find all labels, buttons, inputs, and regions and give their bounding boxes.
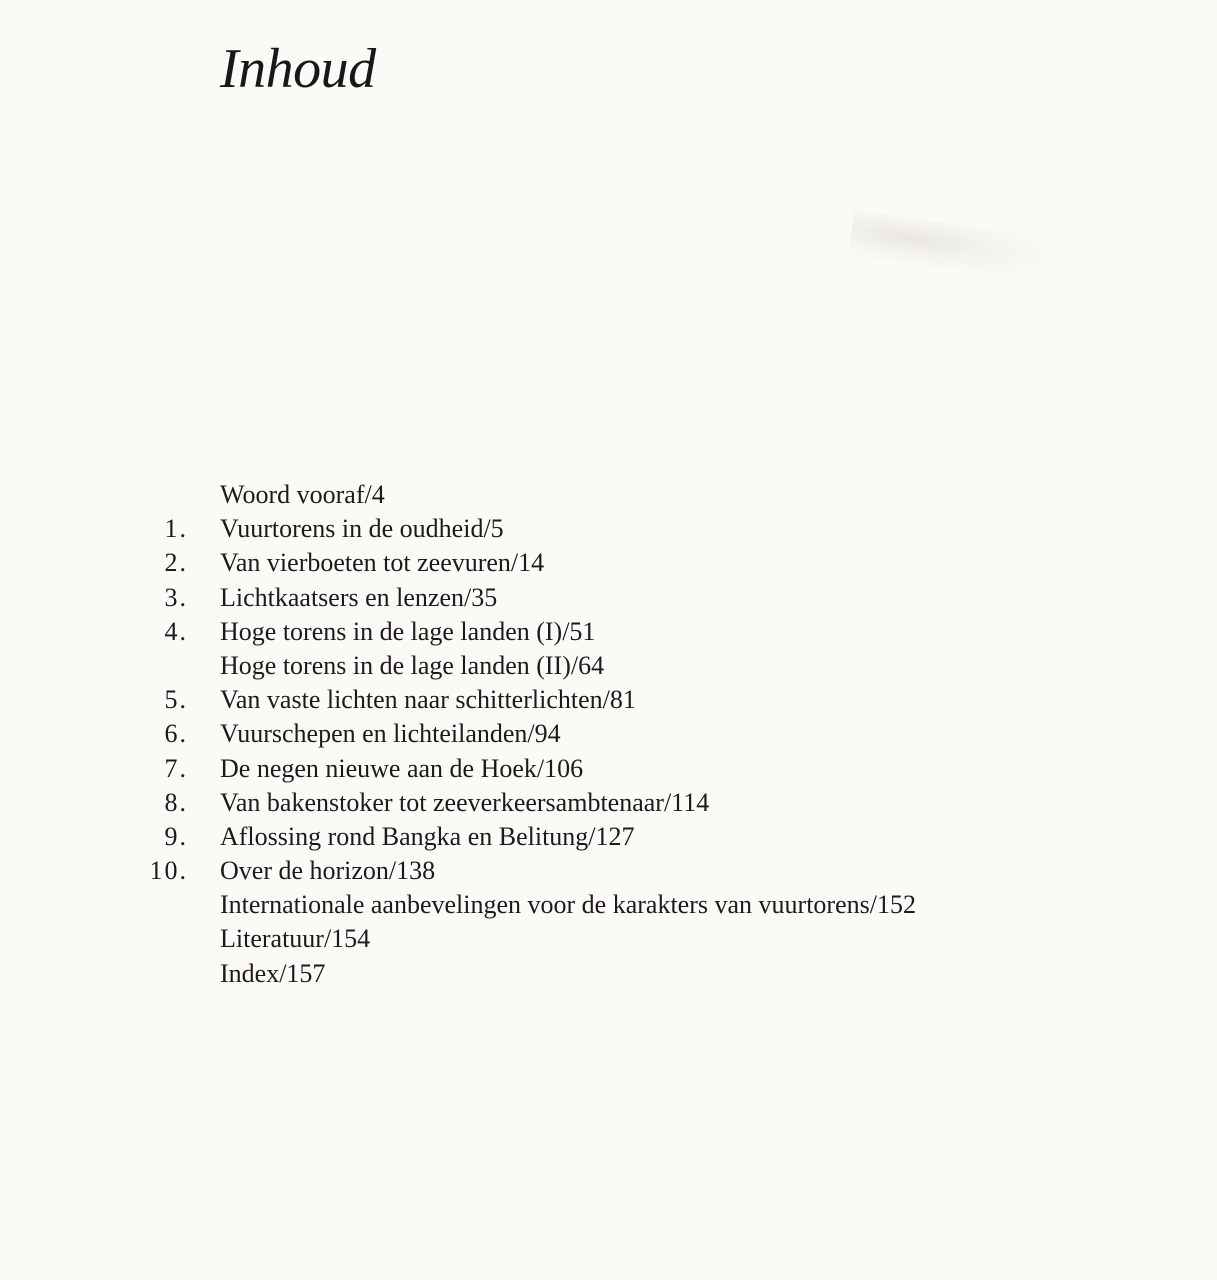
toc-entry-number: 8. — [164, 787, 188, 817]
toc-entry-title: Van vierboeten tot zeevuren/14 — [220, 548, 545, 578]
toc-entry-title: Over de horizon/138 — [220, 856, 436, 886]
toc-entry-title: Internationale aanbevelingen voor de karakters van vuurtorens/152 — [220, 890, 916, 920]
toc-entry-number: 9. — [164, 821, 188, 851]
toc-entry-number: 7. — [164, 753, 188, 783]
toc-entry-title: Lichtkaatsers en lenzen/35 — [220, 582, 498, 612]
toc-entry-title: Index/157 — [220, 958, 326, 988]
toc-entry-title: De negen nieuwe aan de Hoek/106 — [220, 753, 584, 783]
paper-smudge — [848, 210, 1083, 292]
toc-entry-number: 10. — [149, 856, 188, 886]
toc-entry-number: 4. — [164, 616, 188, 646]
toc-entry-title: Hoge torens in de lage landen (I)/51 — [220, 616, 596, 646]
page-title: Inhoud — [220, 38, 376, 100]
toc-entry-title: Woord vooraf/4 — [220, 480, 385, 509]
toc-entry-title: Vuurtorens in de oudheid/5 — [220, 514, 504, 544]
toc-entry-title: Van vaste lichten naar schitterlichten/81 — [220, 685, 636, 715]
toc-entry-title: Van bakenstoker tot zeeverkeersambtenaar/114 — [220, 787, 710, 817]
toc-entry-title: Vuurschepen en lichteilanden/94 — [220, 719, 561, 749]
toc-entry-title: Literatuur/154 — [220, 924, 371, 954]
toc-entry-number: 1. — [164, 514, 188, 544]
toc-entry-title: Hoge torens in de lage landen (II)/64 — [220, 650, 605, 680]
toc-entry-number: 6. — [164, 719, 188, 749]
toc-entry-number: 3. — [164, 582, 188, 612]
toc-entry-title: Aflossing rond Bangka en Belitung/127 — [220, 821, 635, 851]
toc-entry-number: 2. — [164, 548, 188, 578]
toc-entry-number: 5. — [164, 685, 188, 715]
